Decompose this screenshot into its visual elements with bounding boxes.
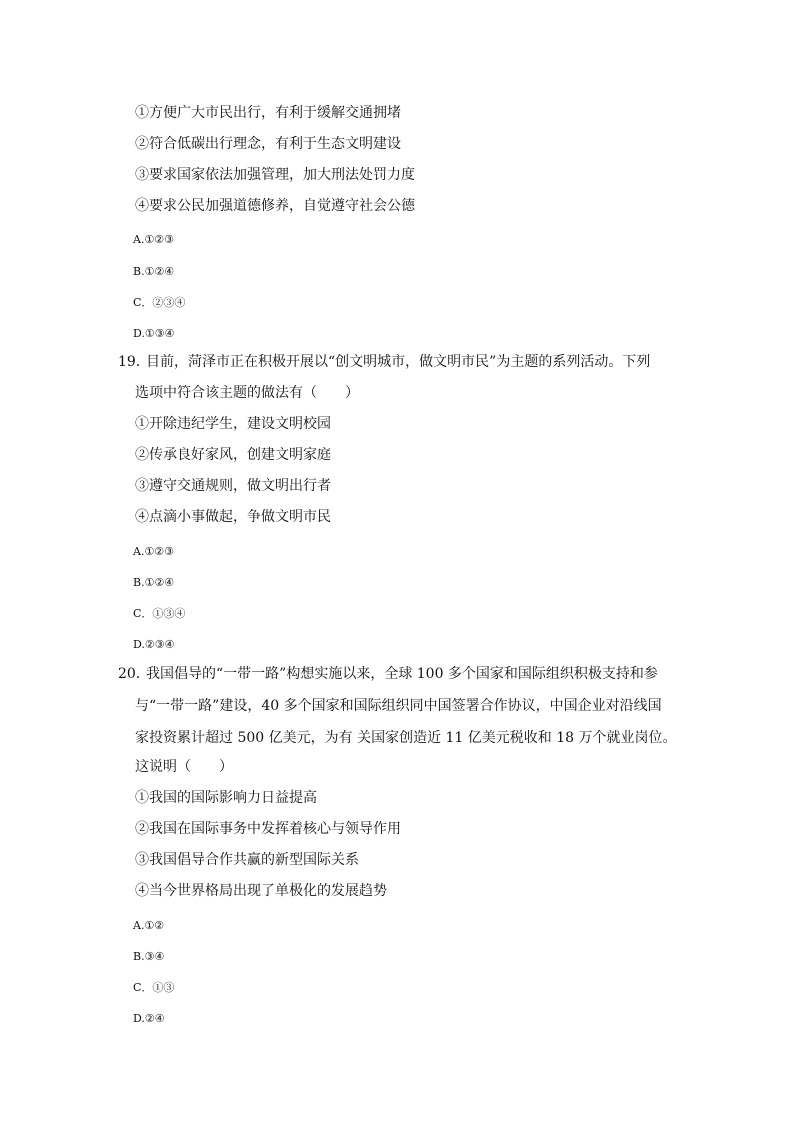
q20-statement-3: ③我国倡导合作共赢的新型国际关系	[135, 852, 359, 868]
q20-stem-line-3: 家投资累计超过 500 亿美元，为有 关国家创造近 11 亿美元税收和 18 万个就业岗位。	[135, 730, 677, 746]
q18-option-d: D.①③④	[133, 327, 175, 340]
q20-option-c: C．①③	[133, 981, 175, 994]
q20-option-a: A.①②	[133, 919, 165, 932]
q18-statement-1: ①方便广大市民出行，有利于缓解交通拥堵	[135, 105, 401, 121]
q19-stem-line-1: 目前，菏泽市正在积极开展以“创文明城市，做文明市民”为主题的系列活动。下列	[146, 354, 651, 370]
q20-stem-line-4: 这说明（ ）	[135, 759, 233, 775]
q20-stem-line-2: 与“一带一路”建设，40 多个国家和国际组织同中国签署合作协议，中国企业对沿线国	[135, 698, 662, 714]
q19-option-d: D.②③④	[133, 638, 175, 651]
q20-stem-line-1: 我国倡导的“一带一路”构想实施以来，全球 100 多个国家和国际组织积极支持和参	[146, 666, 658, 682]
q18-option-b: B.①②④	[133, 265, 175, 278]
q20-option-d: D.②④	[133, 1012, 165, 1025]
q20-number: 20．	[118, 666, 150, 682]
q19-stem-line-2: 选项中符合该主题的做法有（ ）	[135, 385, 359, 401]
q20-statement-4: ④当今世界格局出现了单极化的发展趋势	[135, 883, 387, 899]
q20-statement-2: ②我国在国际事务中发挥着核心与领导作用	[135, 821, 401, 837]
q19-statement-2: ②传承良好家风，创建文明家庭	[135, 447, 331, 463]
q18-statement-3: ③要求国家依法加强管理，加大刑法处罚力度	[135, 167, 415, 183]
q20-statement-1: ①我国的国际影响力日益提高	[135, 790, 317, 806]
q19-statement-1: ①开除违纪学生，建设文明校园	[135, 416, 331, 432]
q18-statement-4: ④要求公民加强道德修养，自觉遵守社会公德	[135, 198, 415, 214]
q19-option-a: A.①②③	[133, 545, 175, 558]
q19-option-b: B.①②④	[133, 576, 175, 589]
q18-statement-2: ②符合低碳出行理念，有利于生态文明建设	[135, 136, 401, 152]
q19-option-c: C．①③④	[133, 607, 186, 620]
q19-statement-4: ④点滴小事做起，争做文明市民	[135, 509, 331, 525]
q19-number: 19．	[118, 354, 150, 370]
q18-option-a: A.①②③	[133, 233, 175, 246]
q19-statement-3: ③遵守交通规则，做文明出行者	[135, 478, 331, 494]
q20-option-b: B.③④	[133, 950, 165, 963]
q18-option-c: C．②③④	[133, 296, 186, 309]
